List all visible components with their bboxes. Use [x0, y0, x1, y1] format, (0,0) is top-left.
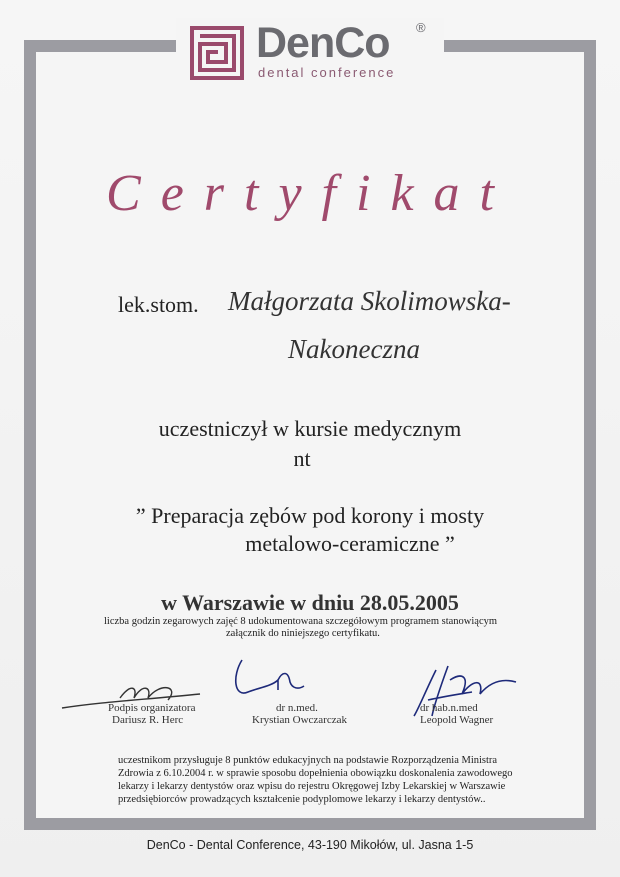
education-points-footnote [118, 754, 538, 806]
signature-wagner-name: Leopold Wagner [420, 714, 494, 726]
recipient-name-line2: Nakoneczna [288, 334, 420, 364]
recipient-prefix: lek.stom. [118, 292, 199, 317]
place-and-date: w Warszawie w dniu 28.05.2005 [161, 590, 459, 615]
footnote-line3: lekarzy i lekarzy dentystów oraz wpisu do rejestru Okręgowej Izby Lekarskiej w Warszawie [118, 781, 506, 792]
registered-mark: ® [416, 20, 426, 35]
course-title-line2: metalowo-ceramiczne ” [245, 531, 455, 556]
footnote-line2: Zdrowia z 6.10.2004 r. w sprawie sposobu dopełnienia obowiązku doskonalenia zawodowego [118, 768, 513, 779]
signature-owczarczak-label: dr n.med. [276, 702, 318, 714]
denco-maze-logo-icon [190, 26, 244, 80]
signature-owczarczak-name: Krystian Owczarczak [252, 714, 347, 726]
logo-brand-text: DenCo [256, 19, 390, 67]
hours-note-line1: liczba godzin zegarowych zajęć 8 udokumentowana szczegółowym programem stanowiącym [104, 616, 498, 627]
participation-text: uczestniczył w kursie medycznym [158, 416, 462, 441]
signature-organizer-label: Podpis organizatora [108, 702, 196, 714]
signature-wagner [420, 702, 493, 726]
logo-subtitle: dental conference [258, 65, 396, 80]
signature-wagner-label: dr hab.n.med [420, 702, 478, 714]
course-title-line1: ” Preparacja zębów pod korony i mosty [135, 503, 485, 528]
signature-owczarczak-scribble [228, 656, 308, 706]
footnote-line1: uczestnikom przysługuje 8 punktów edukacyjnych na podstawie Rozporządzenia Ministra [118, 755, 498, 766]
footnote-line4: przedsiębiorców prowadzących kształcenie podyplomowe lekarzy i lekarzy dentystów.. [118, 794, 486, 805]
hours-note-line2: załącznik do niniejszego certyfikatu. [226, 628, 380, 639]
signature-organizer [108, 702, 195, 726]
signature-organizer-name: Dariusz R. Herc [112, 714, 184, 726]
participation-nt: nt [293, 446, 311, 471]
organizer-address: DenCo - Dental Conference, 43-190 Mikołów, ul. Jasna 1-5 [146, 838, 474, 852]
signature-owczarczak [252, 702, 347, 726]
recipient-name-line1: Małgorzata Skolimowska- [228, 286, 511, 316]
certificate-title: Certyfikat [106, 165, 514, 222]
